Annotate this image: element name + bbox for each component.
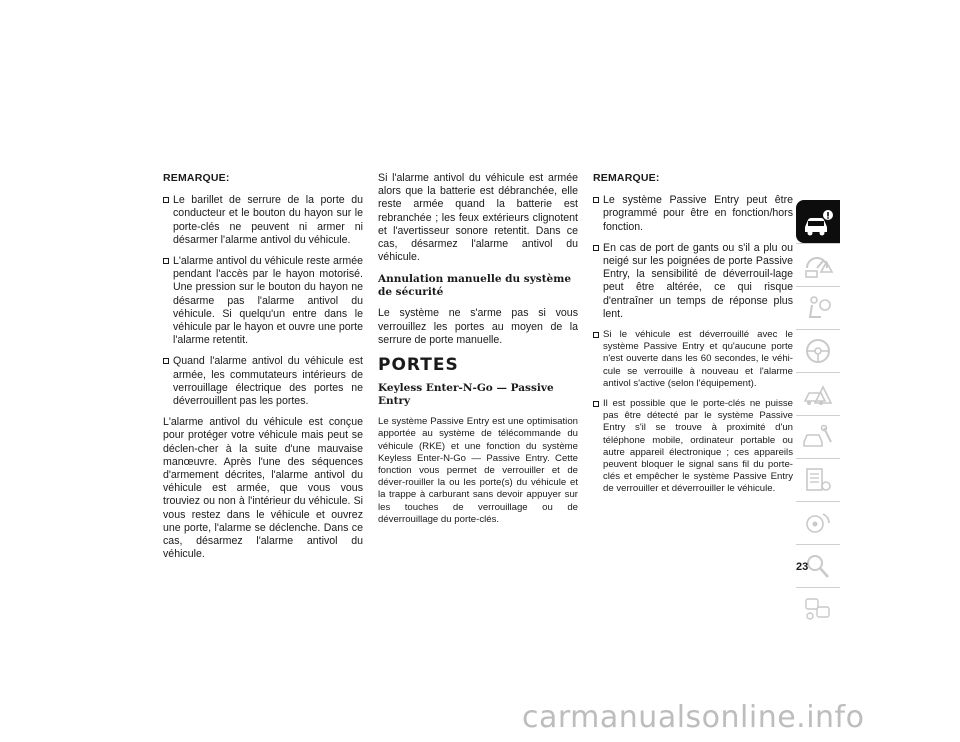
manual-override-paragraph: Le système ne s'arme pas si vous verrouillez les portes au moyen de la serrure de porte manuelle. — [378, 307, 578, 346]
note-bullet — [163, 194, 363, 247]
note-label: REMARQUE: — [593, 172, 660, 184]
note-bullet — [593, 329, 793, 390]
bullet-text: Quand l'alarme antivol du véhicule est armée, les commutateurs intérieurs de verrouillage électrique des portes ne déverrouillent pas les portes. — [173, 355, 363, 408]
steering-wheel-icon — [801, 336, 835, 366]
languages-icon — [801, 594, 835, 624]
bullet-text: L'alarme antivol du véhicule reste armée pendant l'accès par le hayon motorisé. Une pression sur le bouton du hayon ne désarme pas l'alarme antivol du véhicule. Si quelqu'un entre dans le véhicule par le hayon et ouvre une porte l'alarme retentit. — [173, 255, 363, 347]
tab-dashboard[interactable] — [796, 243, 840, 286]
column-2 — [378, 172, 578, 535]
bullet-box-icon — [593, 332, 599, 338]
battery-paragraph: Si l'alarme antivol du véhicule est armée alors que la batterie est débranchée, elle reste armée quand la batterie est rebranchée ; les feux extérieurs clignotent et l'avertisseur sonore retentit. Dans ce cas, désarmez l'alarme antivol du véhicule. — [378, 172, 578, 264]
manual-override-subheading: Annulation manuelle du système de sécurité — [378, 273, 572, 299]
tab-driving[interactable] — [796, 329, 840, 372]
tab-safety[interactable] — [796, 286, 840, 329]
car-accident-icon — [801, 379, 835, 409]
dashboard-warning-icon — [801, 250, 835, 280]
note-bullet-list — [163, 194, 363, 408]
note-bullet — [593, 242, 793, 321]
car-info-icon — [801, 207, 835, 237]
bullet-text: En cas de port de gants ou s'il a plu ou neigé sur les poignées de porte Passive Entry, la sensibilité de déverrouil-lage peut être altérée, ce qui risque d'entraîner un temps de réponse plus lent. — [603, 241, 793, 320]
bullet-box-icon — [163, 258, 169, 264]
page-number: 23 — [796, 561, 809, 573]
keyless-subheading: Keyless Enter-N-Go — Passive Entry — [378, 382, 554, 408]
bullet-box-icon — [593, 197, 599, 203]
note-bullet — [593, 194, 793, 234]
multimedia-icon — [801, 508, 835, 538]
watermark: carmanualsonline.info — [522, 700, 865, 735]
bullet-text: Le barillet de serrure de la porte du conducteur et le bouton du hayon sur le porte-clés ne peuvent ni armer ni désarmer l'alarme antivol du véhicule. — [173, 194, 363, 246]
note-bullet-list — [593, 194, 793, 495]
tab-languages[interactable] — [796, 587, 840, 630]
tab-emergency[interactable] — [796, 372, 840, 415]
note-label: REMARQUE: — [163, 172, 230, 184]
bullet-text: Le système Passive Entry peut être programmé pour être en fonction/hors fonction. — [603, 194, 793, 233]
alarm-paragraph: L'alarme antivol du véhicule est conçue pour protéger votre véhicule mais peut se déclen-cher à la suite d'une mauvaise manœuvre. Après l'une des séquences d'armement décrites, l'alarme antivol du véhicule est armée, que vous vous trouviez ou non à l'intérieur du véhicule. Si vous restez dans le véhicule et ouvrez une porte, l'alarme se déclenche. Dans ce cas, désarmez l'alarme antivol du véhicule. — [163, 416, 363, 561]
tab-service[interactable] — [796, 415, 840, 458]
bullet-text: Il est possible que le porte-clés ne puisse pas être détecté par le système Passive Entry s'il se trouve à proximité d'un téléphone mobile, ordinateur portable ou autre appareil électronique ; ces appareils peuvent bloquer le signal sans fil du porte-clés et empêcher le système Passive Entry de verrouiller et déverrouiller le véhicule. — [603, 398, 793, 495]
passive-entry-paragraph: Le système Passive Entry est une optimisation apportée au système de télécommande du véhicule (RKE) et une fonction du système Keyless Enter-N-Go — Passive Entry. Cette fonction vous permet de verrouiller et de déver-rouiller la ou les porte(s) du véhicule et la trappe à carburant sans devoir appuyer sur les touches de verrouillage ou de déverrouillage du porte-clés. — [378, 416, 578, 525]
bullet-box-icon — [163, 358, 169, 364]
tab-specifications[interactable] — [796, 458, 840, 501]
bullet-box-icon — [593, 401, 599, 407]
car-service-icon — [801, 422, 835, 452]
column-1 — [163, 172, 363, 570]
bullet-text: Si le véhicule est déverrouillé avec le système Passive Entry et qu'aucune porte n'est ouverte dans les 60 secondes, le véhi-cule se verrouille à nouveau et l'alarme antivol s'active (selon l'équipement). — [603, 329, 793, 389]
note-bullet — [163, 355, 363, 408]
column-3 — [593, 172, 793, 504]
tab-multimedia[interactable] — [796, 501, 840, 544]
specifications-icon — [801, 465, 835, 495]
tab-vehicle-info[interactable] — [796, 200, 840, 243]
airbag-seat-icon — [801, 293, 835, 323]
note-bullet — [593, 398, 793, 496]
note-bullet — [163, 255, 363, 347]
bullet-box-icon — [163, 197, 169, 203]
bullet-box-icon — [593, 245, 599, 251]
section-heading: PORTES — [378, 355, 459, 376]
